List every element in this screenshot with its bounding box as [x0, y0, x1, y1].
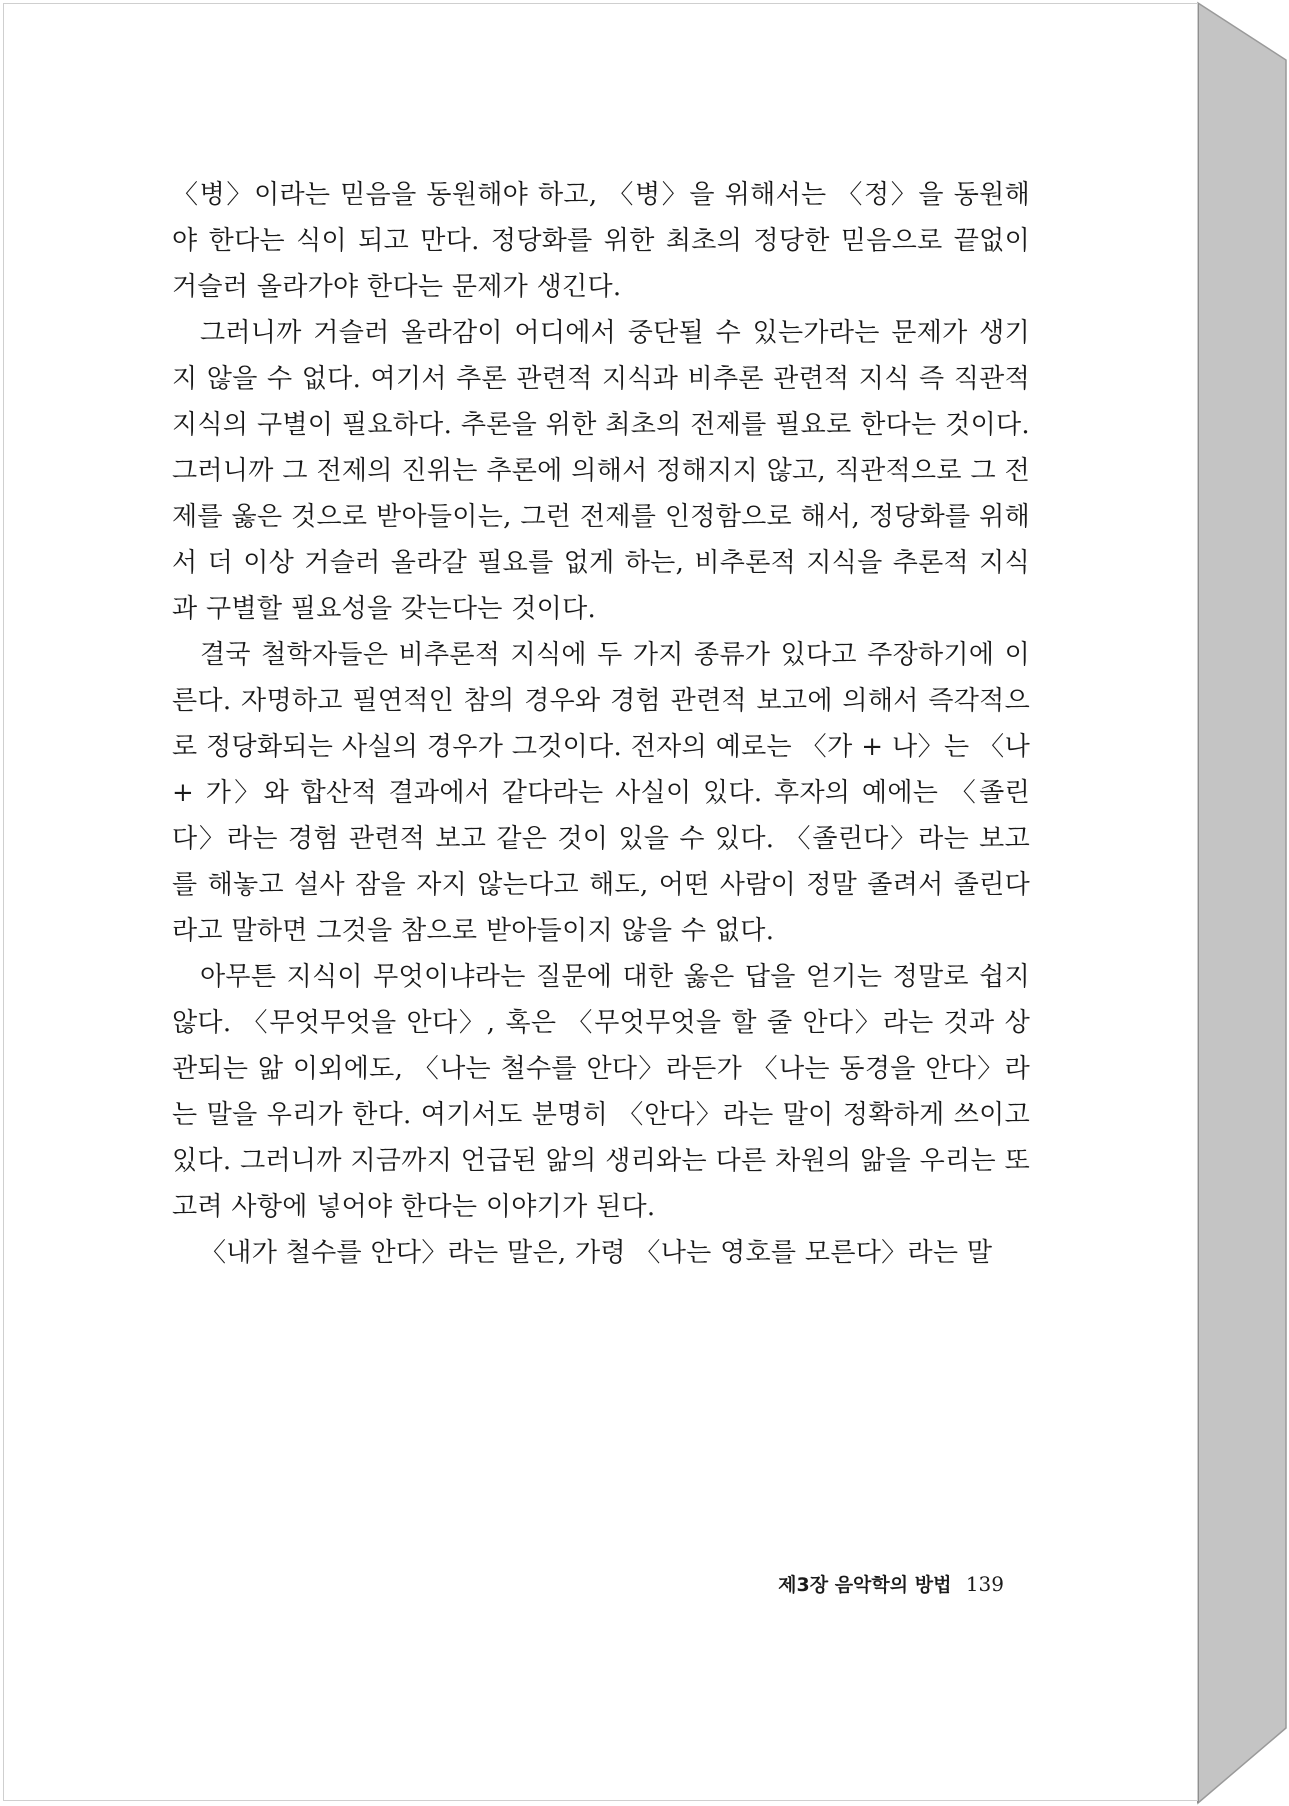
- paragraph-3: 결국 철학자들은 비추론적 지식에 두 가지 종류가 있다고 주장하기에 이른다. 자명하고 필연적인 참의 경우와 경험 관련적 보고에 의해서 즉각적으로 정당화되는 사실의 경우가 그것이다. 전자의 예로는 〈가 + 나〉는 〈나 + 가〉와 합산적 결과에서 같다라는 사실이 있다. 후자의 예에는 〈졸린다〉라는 경험 관련적 보고 같은 것이 있을 수 있다. 〈졸린다〉라는 보고를 해놓고 설사 잠을 자지 않는다고 해도, 어떤 사람이 정말 졸려서 졸린다라고 말하면 그것을 참으로 받아들이지 않을 수 없다.: [172, 640, 1030, 946]
- paragraph-5: 〈내가 철수를 안다〉라는 말은, 가령 〈나는 영호를 모른다〉라는 말: [200, 1238, 993, 1268]
- body-text: [172, 172, 1030, 1276]
- book-page: [3, 3, 1198, 1801]
- paragraph-2: 그러니까 거슬러 올라감이 어디에서 중단될 수 있는가라는 문제가 생기지 않을 수 없다. 여기서 추론 관련적 지식과 비추론 관련적 지식 즉 직관적 지식의 구별이 필요하다. 추론을 위한 최초의 전제를 필요로 한다는 것이다. 그러니까 그 전제의 진위는 추론에 의해서 정해지지 않고, 직관적으로 그 전제를 옳은 것으로 받아들이는, 그런 전제를 인정함으로 해서, 정당화를 위해서 더 이상 거슬러 올라갈 필요를 없게 하는, 비추론적 지식을 추론적 지식과 구별할 필요성을 갖는다는 것이다.: [172, 318, 1030, 624]
- page-footer: [604, 1570, 1004, 1597]
- chapter-title: 제3장 음악학의 방법: [778, 1574, 952, 1596]
- paragraph-4: 아무튼 지식이 무엇이냐라는 질문에 대한 옳은 답을 얻기는 정말로 쉽지 않다. 〈무엇무엇을 안다〉, 혹은 〈무엇무엇을 할 줄 안다〉라는 것과 상관되는 앎 이외에도, 〈나는 철수를 안다〉라든가 〈나는 동경을 안다〉라는 말을 우리가 한다. 여기서도 분명히 〈안다〉라는 말이 정확하게 쓰이고 있다. 그러니까 지금까지 언급된 앎의 생리와는 다른 차원의 앎을 우리는 또 고려 사항에 넣어야 한다는 이야기가 된다.: [172, 962, 1030, 1222]
- book-spine-side: [1198, 3, 1286, 1803]
- paragraph-1: 〈병〉이라는 믿음을 동원해야 하고, 〈병〉을 위해서는 〈정〉을 동원해야 한다는 식이 되고 만다. 정당화를 위한 최초의 정당한 믿음으로 끝없이 거슬러 올라가야 한다는 문제가 생긴다.: [172, 180, 1030, 302]
- page-number: 139: [965, 1572, 1004, 1596]
